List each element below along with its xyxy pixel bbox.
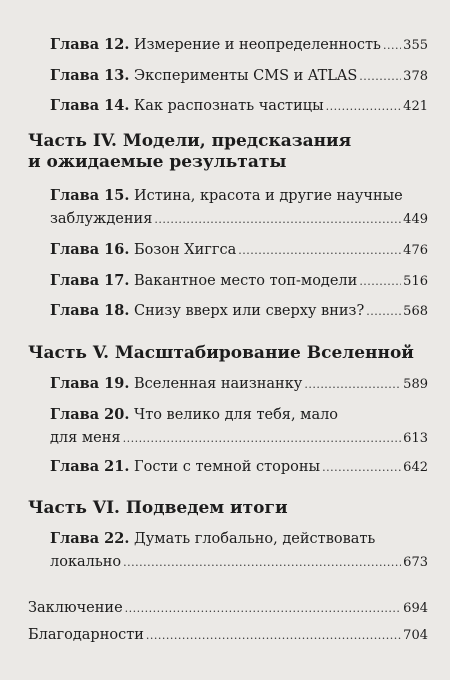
chapter-title: Истина, красота и другие научные — [133, 188, 403, 204]
toc-entry-ch22-cont[interactable] — [50, 555, 428, 570]
chapter-title: Бозон Хиггса — [133, 242, 237, 258]
chapter-title: Вакантное место топ-модели — [133, 273, 358, 289]
page-number: 421 — [403, 99, 428, 114]
chapter-number: Глава 21. — [50, 458, 130, 475]
page-number: 568 — [403, 304, 428, 319]
leader-dots — [366, 306, 401, 317]
leader-dots — [359, 71, 401, 82]
leader-dots — [123, 557, 401, 568]
chapter-title: Снизу вверх или сверху вниз? — [133, 303, 365, 319]
page-number: 704 — [403, 628, 428, 643]
leader-dots — [125, 603, 402, 614]
leader-dots — [154, 214, 401, 225]
part-title-line2: и ожидаемые результаты — [28, 152, 287, 172]
page-number: 355 — [403, 38, 428, 53]
toc-entry-ch16[interactable] — [50, 243, 428, 258]
page-number: 694 — [403, 601, 428, 616]
chapter-number: Глава 13. — [50, 67, 130, 84]
leader-dots — [322, 462, 401, 473]
page-number: 673 — [403, 555, 428, 570]
chapter-title: Измерение и неопределенность — [133, 37, 381, 53]
toc-entry-ch20-cont[interactable] — [50, 431, 428, 446]
page-number: 613 — [403, 431, 428, 446]
entry-title: Благодарности — [28, 627, 144, 643]
chapter-title-cont: заблуждения — [50, 211, 153, 227]
toc-entry-ch13[interactable] — [50, 69, 428, 84]
part-title-line1: Часть IV. Модели, предсказания — [28, 131, 352, 151]
page-number: 476 — [403, 243, 428, 258]
leader-dots — [383, 40, 401, 51]
chapter-number: Глава 19. — [50, 375, 130, 392]
chapter-title-cont: для меня — [50, 430, 121, 446]
toc-entry-ch17[interactable] — [50, 274, 428, 289]
chapter-number: Глава 22. — [50, 530, 130, 547]
chapter-title: Эксперименты CMS и ATLAS — [133, 68, 358, 84]
chapter-title: Думать глобально, действовать — [133, 531, 376, 547]
leader-dots — [238, 245, 401, 256]
toc-entry-ch22[interactable] — [50, 532, 428, 547]
toc-entry-ch15-cont[interactable] — [50, 212, 428, 227]
leader-dots — [304, 379, 401, 390]
chapter-number: Глава 20. — [50, 406, 130, 423]
leader-dots — [146, 630, 401, 641]
toc-entry-ch12[interactable] — [50, 38, 428, 53]
chapter-number: Глава 12. — [50, 36, 130, 53]
toc-entry-ch15[interactable] — [50, 189, 428, 204]
toc-entry-ch18[interactable] — [50, 304, 428, 319]
part-title: Часть VI. Подведем итоги — [28, 498, 288, 518]
chapter-number: Глава 17. — [50, 272, 130, 289]
toc-entry-acknowledgements[interactable] — [28, 628, 428, 643]
page-number: 642 — [403, 460, 428, 475]
page-number: 516 — [403, 274, 428, 289]
part-heading-iv — [28, 131, 428, 173]
entry-title: Заключение — [28, 600, 123, 616]
leader-dots — [326, 101, 402, 112]
page-number: 449 — [403, 212, 428, 227]
toc-entry-conclusion[interactable] — [28, 601, 428, 616]
part-title: Часть V. Масштабирование Вселенной — [28, 343, 414, 363]
toc-entry-ch19[interactable] — [50, 377, 428, 392]
leader-dots — [123, 433, 402, 444]
leader-dots — [359, 276, 401, 287]
chapter-title: Что велико для тебя, мало — [133, 407, 339, 423]
chapter-number: Глава 16. — [50, 241, 130, 258]
chapter-title: Как распознать частицы — [133, 98, 324, 114]
chapter-number: Глава 15. — [50, 187, 130, 204]
page-number: 589 — [403, 377, 428, 392]
chapter-title-cont: локально — [50, 554, 122, 570]
toc-entry-ch21[interactable] — [50, 460, 428, 475]
page-number: 378 — [403, 69, 428, 84]
part-heading-vi — [28, 498, 428, 519]
toc-entry-ch14[interactable] — [50, 99, 428, 114]
chapter-number: Глава 18. — [50, 302, 130, 319]
part-heading-v — [28, 343, 428, 364]
toc-entry-ch20[interactable] — [50, 408, 428, 423]
chapter-title: Гости с темной стороны — [133, 459, 321, 475]
chapter-number: Глава 14. — [50, 97, 130, 114]
chapter-title: Вселенная наизнанку — [133, 376, 303, 392]
